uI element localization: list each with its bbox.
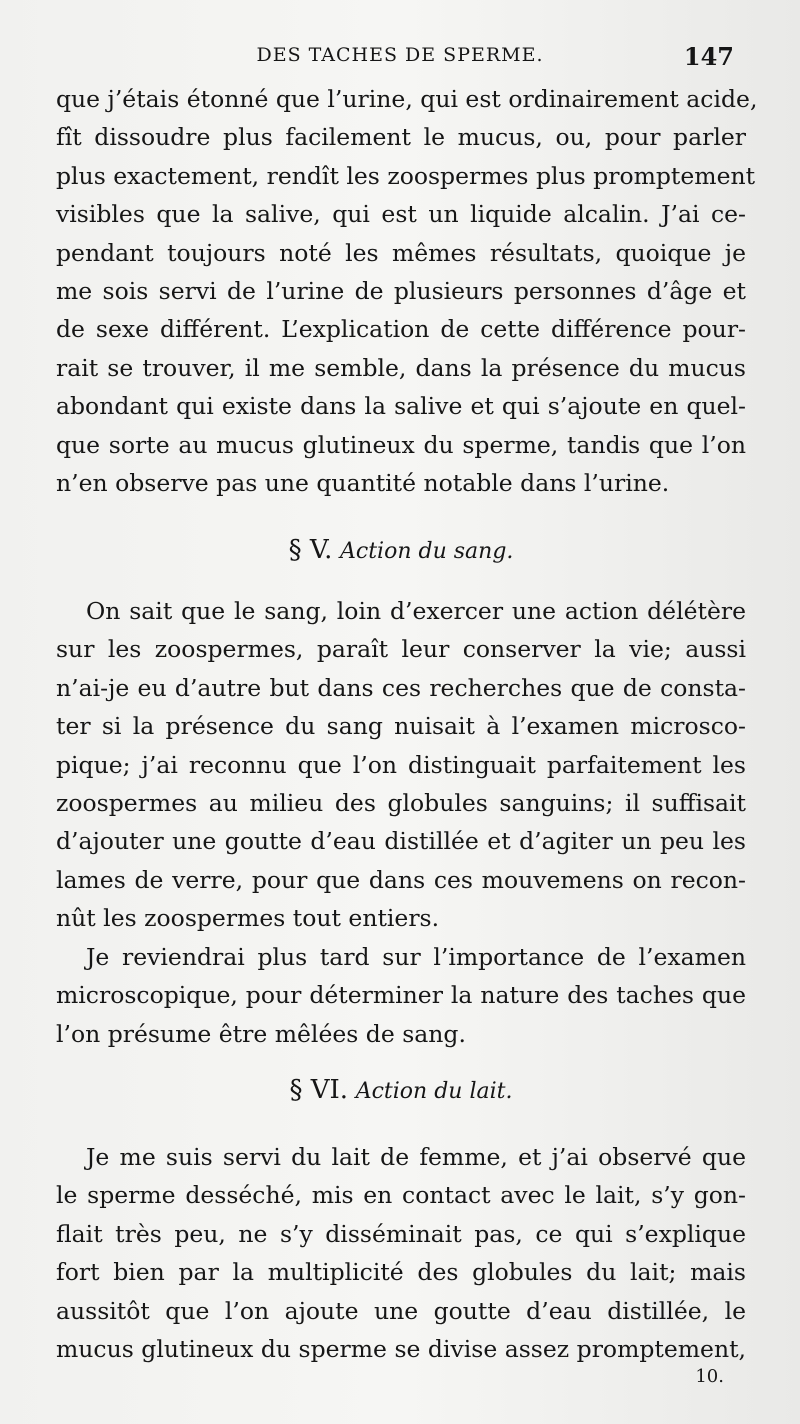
- text-line: pendant toujours noté les mêmes résultats, quoique je: [56, 238, 746, 267]
- text-line: n’ai-je eu d’autre but dans ces recherches que de consta-: [56, 673, 746, 702]
- paragraph-examen-microscopique: [56, 938, 746, 1053]
- paragraph-action-du-sang: [56, 592, 746, 938]
- text-line: le sperme desséché, mis en contact avec le lait, s’y gon-: [56, 1181, 746, 1210]
- text-line: On sait que le sang, loin d’exercer une action délétère: [86, 597, 746, 625]
- text-line: me sois servi de l’urine de plusieurs personnes d’âge et: [56, 276, 746, 305]
- paragraph-urine-continued: [56, 80, 758, 502]
- text-line: n’en observe pas une quantité notable dans l’urine.: [56, 468, 670, 497]
- section-number: § V.: [288, 535, 333, 565]
- text-line: Je reviendrai plus tard sur l’importance de l’examen: [86, 943, 746, 971]
- text-line: abondant qui existe dans la salive et qui s’ajoute en quel-: [56, 392, 746, 421]
- signature-mark: 10.: [695, 1366, 724, 1387]
- text-line: Je me suis servi du lait de femme, et j’ai observé que: [86, 1143, 746, 1171]
- text-line: microscopique, pour déterminer la nature des taches que: [56, 981, 746, 1010]
- text-line: zoospermes au milieu des globules sanguins; il suffisait: [56, 788, 746, 817]
- text-line: sur les zoospermes, paraît leur conserver la vie; aussi: [56, 635, 746, 664]
- text-line: ter si la présence du sang nuisait à l’examen microsco-: [56, 712, 746, 741]
- text-line: de sexe différent. L’explication de cette différence pour-: [56, 315, 746, 344]
- section-heading-action-du-lait: [56, 1070, 746, 1110]
- text-line: flait très peu, ne s’y disséminait pas, ce qui s’explique: [56, 1219, 746, 1248]
- running-head-title: DES TACHES DE SPERME.: [256, 44, 544, 66]
- text-line: plus exactement, rendît les zoospermes plus promptement: [56, 161, 756, 190]
- text-line: fît dissoudre plus facilement le mucus, ou, pour parler: [56, 123, 746, 152]
- running-head: [60, 38, 740, 74]
- text-line: nût les zoospermes tout entiers.: [56, 904, 440, 933]
- text-line: d’ajouter une goutte d’eau distillée et d’agiter un peu les: [56, 827, 746, 856]
- text-line: aussitôt que l’on ajoute une goutte d’eau distillée, le: [56, 1296, 746, 1325]
- text-line: visibles que la salive, qui est un liquide alcalin. J’ai ce-: [56, 200, 746, 229]
- text-line: mucus glutineux du sperme se divise assez promptement,: [56, 1334, 746, 1363]
- section-heading-action-du-sang: [56, 530, 746, 570]
- text-line: lames de verre, pour que dans ces mouvemens on recon-: [56, 865, 746, 894]
- text-line: l’on présume être mêlées de sang.: [56, 1019, 466, 1048]
- section-title: Action du sang.: [340, 539, 514, 564]
- text-line: que sorte au mucus glutineux du sperme, tandis que l’on: [56, 430, 746, 459]
- text-line: que j’étais étonné que l’urine, qui est ordinairement acide,: [56, 85, 758, 113]
- section-number: § VI.: [289, 1075, 349, 1105]
- text-line: rait se trouver, il me semble, dans la présence du mucus: [56, 353, 746, 382]
- text-line: fort bien par la multiplicité des globules du lait; mais: [56, 1258, 746, 1287]
- section-title: Action du lait.: [355, 1079, 513, 1104]
- paragraph-action-du-lait: [56, 1138, 746, 1368]
- page-number: 147: [683, 42, 734, 71]
- text-line: pique; j’ai reconnu que l’on distinguait parfaitement les: [56, 750, 746, 779]
